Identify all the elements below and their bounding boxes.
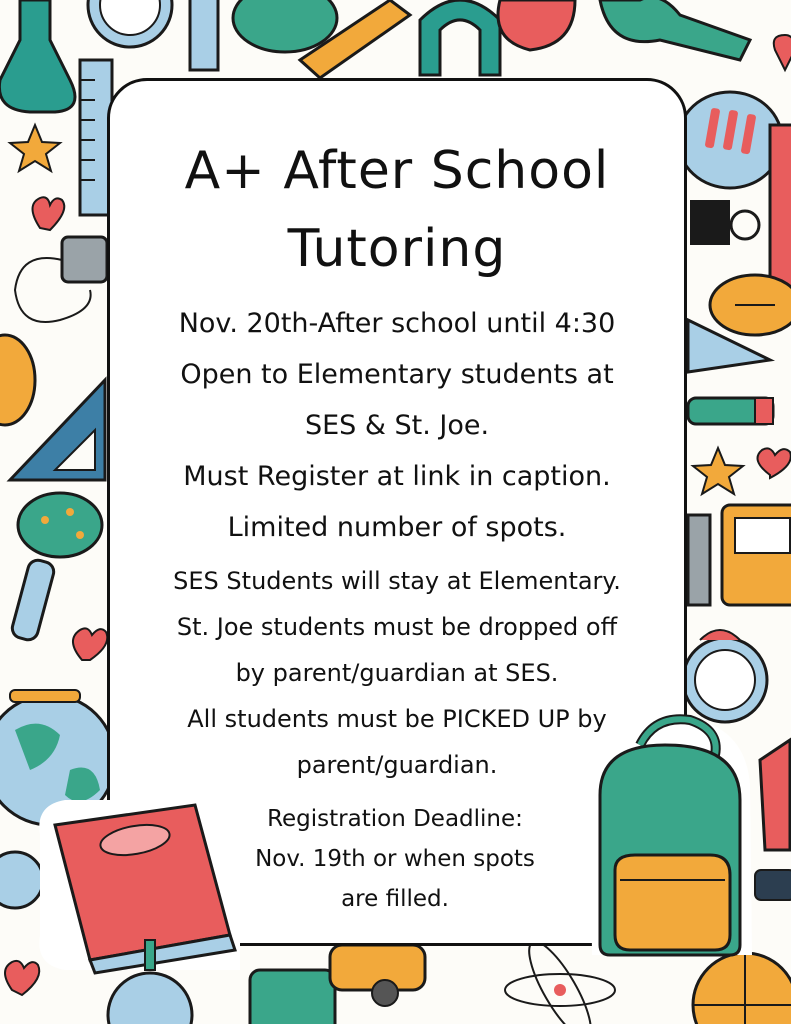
heart-icon (73, 628, 107, 660)
flask-icon (600, 0, 750, 60)
speech-bubble-icon (678, 92, 782, 188)
book-icon (35, 795, 245, 975)
heart-icon (33, 197, 65, 230)
logistics-line-4: All students must be PICKED UP by (187, 705, 607, 733)
eligibility-line: Open to Elementary students at (180, 359, 614, 390)
deadline-line-1: Registration Deadline: (267, 806, 523, 832)
flask-icon (10, 493, 102, 642)
alarm-clock-icon (108, 973, 192, 1024)
tape-icon (0, 335, 35, 425)
heart-icon (758, 448, 791, 478)
binder-clip-icon (690, 200, 759, 245)
marker-icon (688, 398, 773, 424)
deadline-line-2: Nov. 19th or when spots (255, 846, 535, 872)
protractor-icon (420, 0, 500, 75)
alarm-clock-icon (88, 0, 172, 47)
heart-icon (774, 35, 791, 70)
logistics-line-5: parent/guardian. (296, 751, 498, 779)
stapler-icon (688, 515, 710, 605)
schools-line: SES & St. Joe. (304, 410, 490, 441)
star-icon (693, 448, 743, 494)
title-line-1: A+ After School (184, 141, 610, 201)
school-bus-icon (330, 945, 425, 1006)
date-time-line: Nov. 20th-After school until 4:30 (178, 308, 616, 339)
calculator-icon (722, 505, 791, 605)
title-line-2: Tutoring (287, 219, 507, 279)
star-icon (10, 125, 60, 171)
pencil-icon (190, 0, 218, 70)
flyer-title (107, 132, 687, 288)
deadline-line-3: are filled. (341, 886, 449, 912)
spots-line: Limited number of spots. (227, 512, 567, 543)
football-icon (710, 275, 791, 335)
calculator-icon (250, 970, 335, 1024)
flask-icon (0, 0, 75, 112)
backpack-icon (580, 705, 765, 970)
mouse-icon (15, 237, 107, 322)
logistics-line-1: SES Students will stay at Elementary. (173, 567, 621, 595)
apple-icon (498, 0, 575, 50)
book-icon (770, 125, 791, 295)
registration-line: Must Register at link in caption. (183, 461, 611, 492)
logistics-line-2: St. Joe students must be dropped off (176, 613, 618, 641)
logistics-line-3: by parent/guardian at SES. (235, 659, 559, 687)
